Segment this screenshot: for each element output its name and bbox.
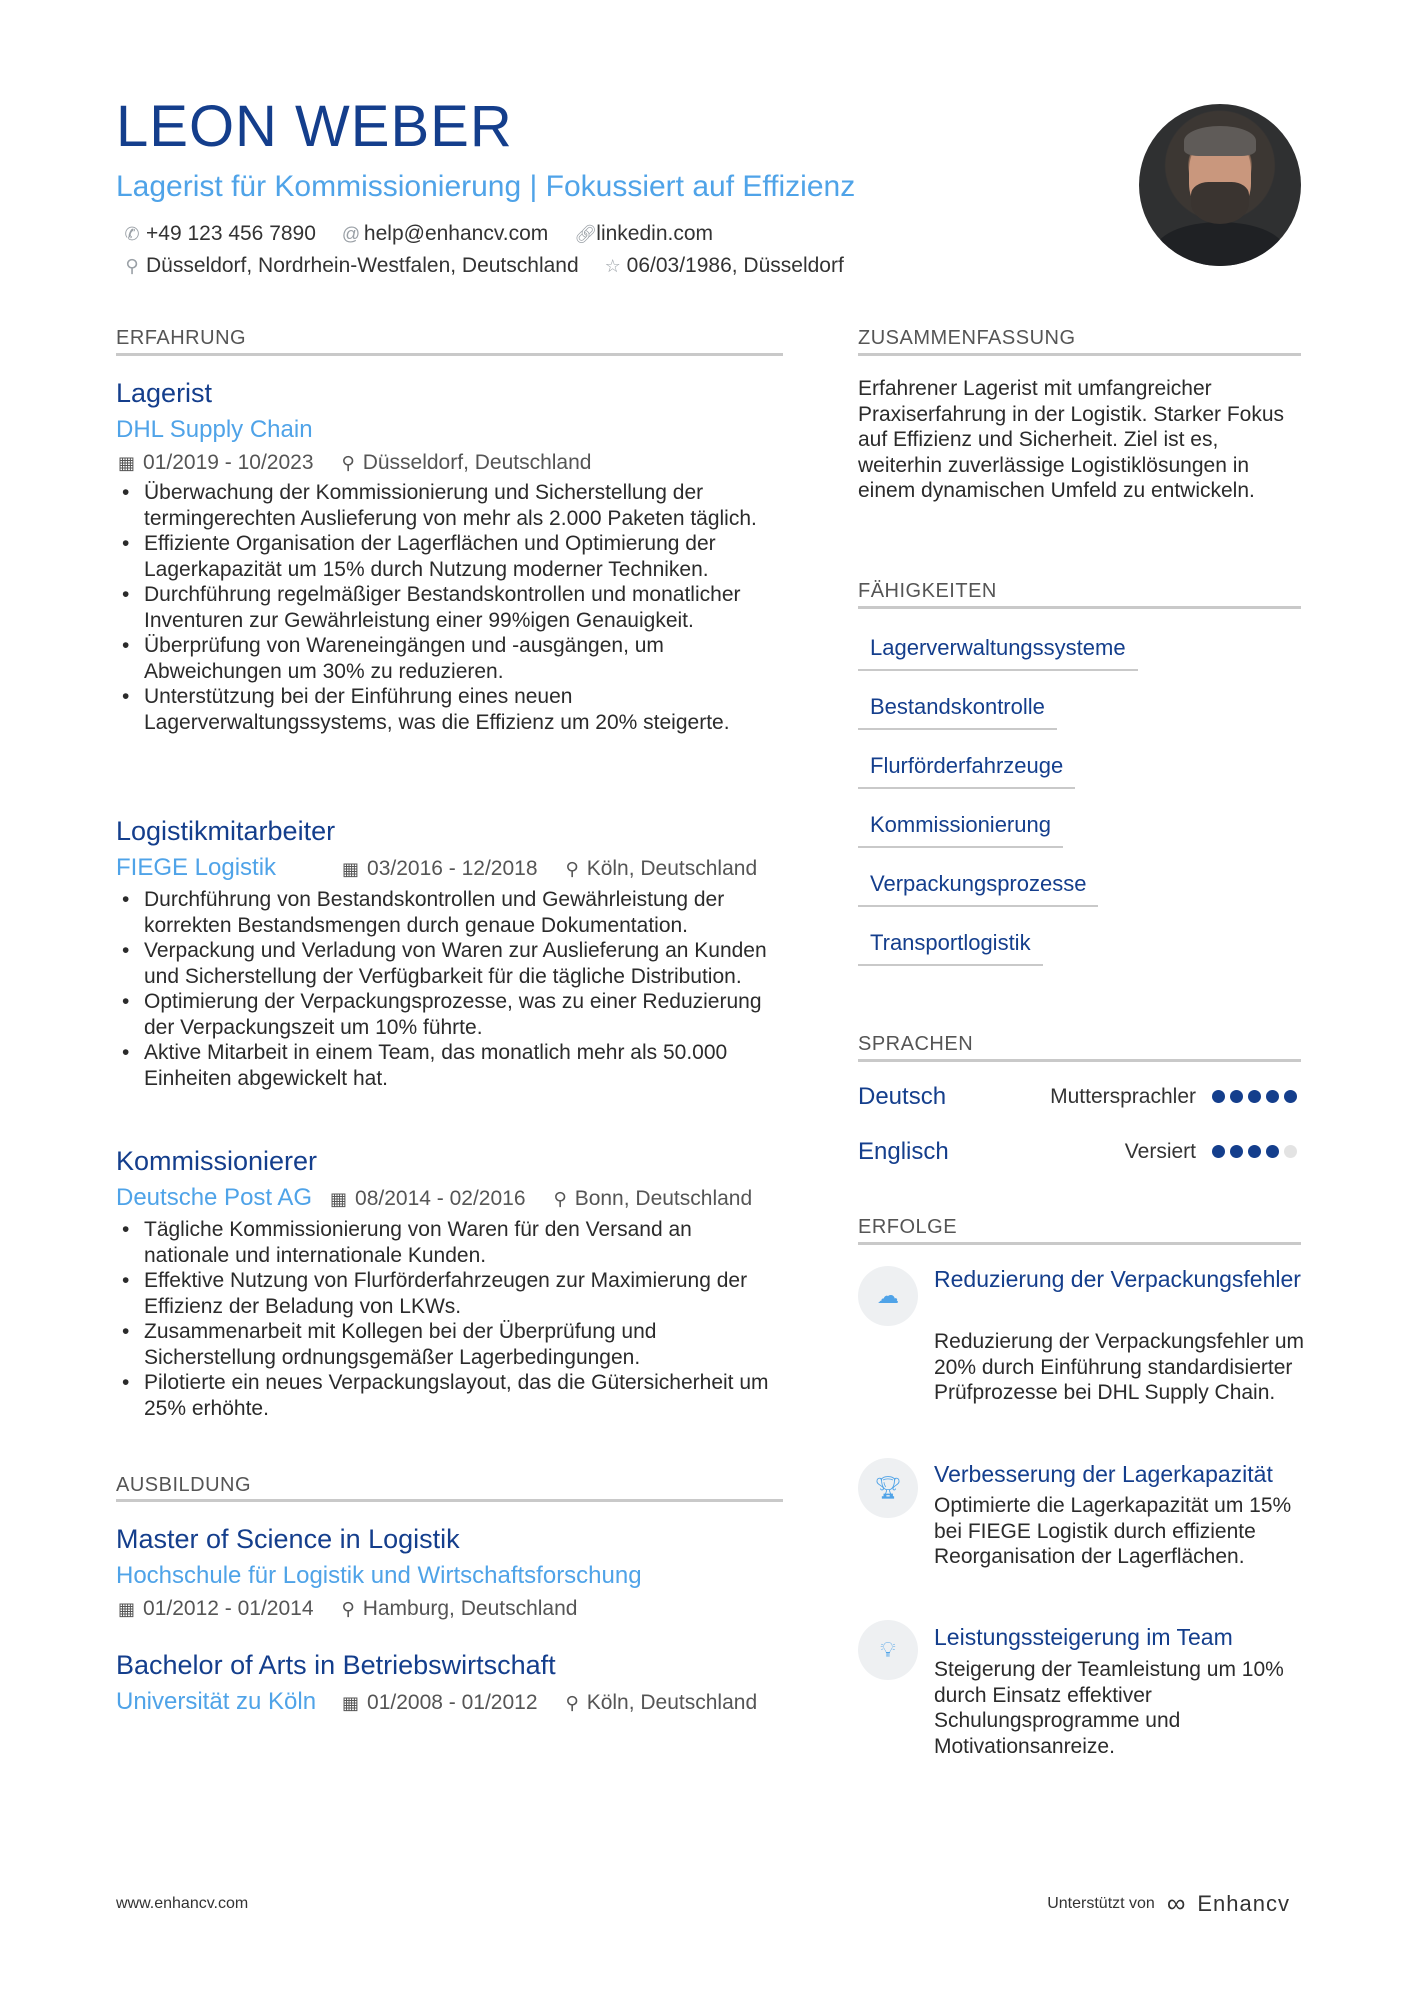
rating-dot-empty [1284, 1145, 1297, 1158]
job-meta [342, 857, 757, 881]
section-divider [858, 353, 1301, 356]
education-dates: 01/2008 - 01/2012 [367, 1691, 538, 1714]
bullet-item: • Durchführung von Bestandskontrollen und Gewährleistung der korrekten Bestandsmengen durch genaue Dokumentation. [118, 887, 778, 938]
location-pin-icon: ⚲ [565, 1692, 579, 1713]
achievement-title: Reduzierung der Verpackungsfehler [934, 1266, 1301, 1292]
trophy-icon: 🏆︎ [858, 1458, 918, 1518]
location-text: Düsseldorf, Nordrhein-Westfalen, Deutschland [146, 254, 579, 277]
section-title-summary: ZUSAMMENFASSUNG [858, 327, 1076, 349]
education-location: Köln, Deutschland [586, 1691, 758, 1714]
rating-dot-filled [1284, 1090, 1297, 1103]
rating-dot-filled [1266, 1090, 1279, 1103]
job-bullets [118, 887, 778, 1091]
job-company: DHL Supply Chain [116, 416, 313, 443]
calendar-icon: ▦ [118, 1598, 136, 1619]
skill-tag: Verpackungsprozesse [858, 871, 1098, 907]
brand-name: Enhancv [1197, 1890, 1290, 1916]
link-icon: 🔗︎ [574, 223, 598, 244]
contact-email[interactable] [342, 222, 548, 246]
bullet-item: • Unterstützung bei der Einführung eines neuen Lagerverwaltungssystems, was die Effizienz um 20% steigerte. [118, 684, 778, 735]
avatar [1139, 104, 1301, 266]
section-divider [858, 1059, 1301, 1062]
skill-tag: Flurförderfahrzeuge [858, 753, 1075, 789]
degree-title: Master of Science in Logistik [116, 1524, 460, 1554]
star-icon: ☆ [604, 255, 621, 276]
summary-text: Erfahrener Lagerist mit umfangreicher Praxiserfahrung in der Logistik. Starker Fokus auf Effizienz und Sicherheit. Ziel ist es, weiterhin zuverlässige Logistiklösungen in einem dynamischen Umfeld zu entwickeln. [858, 377, 1285, 502]
contact-row-1 [124, 222, 713, 246]
job-title: Lagerist [116, 378, 213, 408]
bullet-item: • Durchführung regelmäßiger Bestandskontrollen und monatlicher Inventuren zur Gewährleistung einer 99%igen Genauigkeit. [118, 582, 778, 633]
rating-dot-filled [1212, 1145, 1225, 1158]
section-divider [116, 353, 783, 356]
bullet-item: • Überwachung der Kommissionierung und Sicherstellung der termingerechten Auslieferung von mehr als 2.000 Paketen täglich. [118, 480, 778, 531]
section-divider [858, 1242, 1301, 1245]
bullet-item: • Effiziente Organisation der Lagerflächen und Optimierung der Lagerkapazität um 15% durch Nutzung moderner Techniken. [118, 531, 778, 582]
contact-linkedin[interactable] [574, 222, 713, 246]
phone-text: +49 123 456 7890 [146, 222, 316, 245]
job-company: Deutsche Post AG [116, 1184, 313, 1211]
skill-tag: Lagerverwaltungssysteme [858, 635, 1138, 671]
brain-icon: ☁ [858, 1266, 918, 1326]
achievement-desc: Optimierte die Lagerkapazität um 15% bei FIEGE Logistik durch effiziente Reorganisation der Lagerflächen. [934, 1494, 1292, 1568]
bullet-item: • Verpackung und Verladung von Waren zur Auslieferung an Kunden und Sicherstellung der Verfügbarkeit für die tägliche Distribution. [118, 938, 778, 989]
rating-dot-filled [1230, 1145, 1243, 1158]
rating-dot-filled [1248, 1145, 1261, 1158]
section-title-experience: ERFAHRUNG [116, 327, 247, 349]
bullet-item: • Optimierung der Verpackungsprozesse, was zu einer Reduzierung der Verpackungszeit um 10% führte. [118, 989, 778, 1040]
job-bullets [118, 480, 778, 735]
footer-website[interactable]: www.enhancv.com [116, 1895, 249, 1912]
bullet-item: • Pilotierte ein neues Verpackungslayout, das die Gütersicherheit um 25% erhöhte. [118, 1370, 778, 1421]
lightbulb-icon: 💡︎ [858, 1620, 918, 1680]
at-icon: @ [341, 223, 361, 244]
degree-title: Bachelor of Arts in Betriebswirtschaft [116, 1650, 556, 1680]
achievement-title: Verbesserung der Lagerkapazität [934, 1461, 1273, 1487]
location-pin-icon: ⚲ [341, 1598, 355, 1619]
school-name: Hochschule für Logistik und Wirtschaftsforschung [116, 1562, 642, 1589]
section-title-languages: SPRACHEN [858, 1033, 974, 1055]
location-pin-icon: ⚲ [553, 1188, 567, 1209]
email-text[interactable]: help@enhancv.com [363, 222, 549, 245]
language-level: Muttersprachler [1050, 1085, 1196, 1108]
skill-tag: Kommissionierung [858, 812, 1063, 848]
location-pin-icon: ⚲ [565, 858, 579, 879]
section-title-skills: FÄHIGKEITEN [858, 580, 997, 602]
school-name: Universität zu Köln [116, 1688, 317, 1715]
job-company: FIEGE Logistik [116, 854, 277, 881]
calendar-icon: ▦ [330, 1188, 348, 1209]
job-dates: 01/2019 - 10/2023 [143, 451, 314, 474]
contact-birth [605, 254, 844, 278]
rating-dot-filled [1248, 1090, 1261, 1103]
language-level: Versiert [1124, 1140, 1196, 1163]
job-title: Logistikmitarbeiter [116, 816, 336, 846]
bullet-item: • Überprüfung von Wareneingängen und -ausgängen, um Abweichungen um 30% zu reduzieren. [118, 633, 778, 684]
education-location: Hamburg, Deutschland [362, 1597, 578, 1620]
language-name: Englisch [858, 1138, 949, 1165]
linkedin-text[interactable]: linkedin.com [596, 222, 714, 245]
rating-dot-filled [1212, 1090, 1225, 1103]
language-rating [1212, 1145, 1297, 1158]
achievement-desc: Steigerung der Teamleistung um 10% durch Einsatz effektiver Schulungsprogramme und Motivationsanreize. [934, 1658, 1284, 1758]
contact-location [124, 254, 579, 278]
calendar-icon: ▦ [342, 858, 360, 879]
rating-dot-filled [1230, 1090, 1243, 1103]
section-title-education: AUSBILDUNG [116, 1474, 252, 1496]
bullet-item: • Effektive Nutzung von Flurförderfahrzeugen zur Maximierung der Effizienz der Beladung von LKWs. [118, 1268, 778, 1319]
job-dates: 03/2016 - 12/2018 [367, 857, 538, 880]
phone-icon: ✆ [124, 223, 140, 244]
job-meta [118, 451, 591, 475]
candidate-name: LEON WEBER [116, 94, 513, 159]
job-location: Düsseldorf, Deutschland [362, 451, 592, 474]
education-meta [342, 1691, 757, 1715]
language-name: Deutsch [858, 1083, 947, 1110]
language-rating [1212, 1090, 1297, 1103]
job-meta [330, 1187, 752, 1211]
section-divider [116, 1499, 783, 1502]
bullet-item: • Aktive Mitarbeit in einem Team, das monatlich mehr als 50.000 Einheiten abgewickelt hat. [118, 1040, 778, 1091]
powered-by-text: Unterstützt von [1047, 1894, 1155, 1912]
bullet-item: • Tägliche Kommissionierung von Waren für den Versand an nationale und internationale Kunden. [118, 1217, 778, 1268]
job-location: Bonn, Deutschland [574, 1187, 753, 1210]
contact-row-2 [124, 254, 844, 278]
section-title-achievements: ERFOLGE [858, 1216, 958, 1238]
location-pin-icon: ⚲ [341, 452, 355, 473]
footer-branding [1047, 1888, 1290, 1919]
achievement-desc: Reduzierung der Verpackungsfehler um 20% durch Einführung standardisierter Prüfprozesse bei DHL Supply Chain. [934, 1330, 1305, 1404]
location-pin-icon: ⚲ [125, 255, 139, 276]
job-dates: 08/2014 - 02/2016 [355, 1187, 526, 1210]
job-location: Köln, Deutschland [586, 857, 758, 880]
contact-phone [124, 222, 316, 246]
job-title: Kommissionierer [116, 1146, 318, 1176]
skill-tag: Transportlogistik [858, 930, 1043, 966]
section-divider [858, 606, 1301, 609]
achievement-title: Leistungssteigerung im Team [934, 1624, 1233, 1650]
enhancv-logo-icon: ∞ [1166, 1888, 1186, 1918]
rating-dot-filled [1266, 1145, 1279, 1158]
calendar-icon: ▦ [342, 1692, 360, 1713]
job-bullets [118, 1217, 778, 1421]
birth-text: 06/03/1986, Düsseldorf [626, 254, 844, 277]
education-meta [118, 1597, 577, 1621]
calendar-icon: ▦ [118, 452, 136, 473]
candidate-headline: Lagerist für Kommissionierung | Fokussiert auf Effizienz [116, 170, 856, 203]
skill-tag: Bestandskontrolle [858, 694, 1057, 730]
education-dates: 01/2012 - 01/2014 [143, 1597, 314, 1620]
bullet-item: • Zusammenarbeit mit Kollegen bei der Überprüfung und Sicherstellung ordnungsgemäßer Lagerbedingungen. [118, 1319, 778, 1370]
